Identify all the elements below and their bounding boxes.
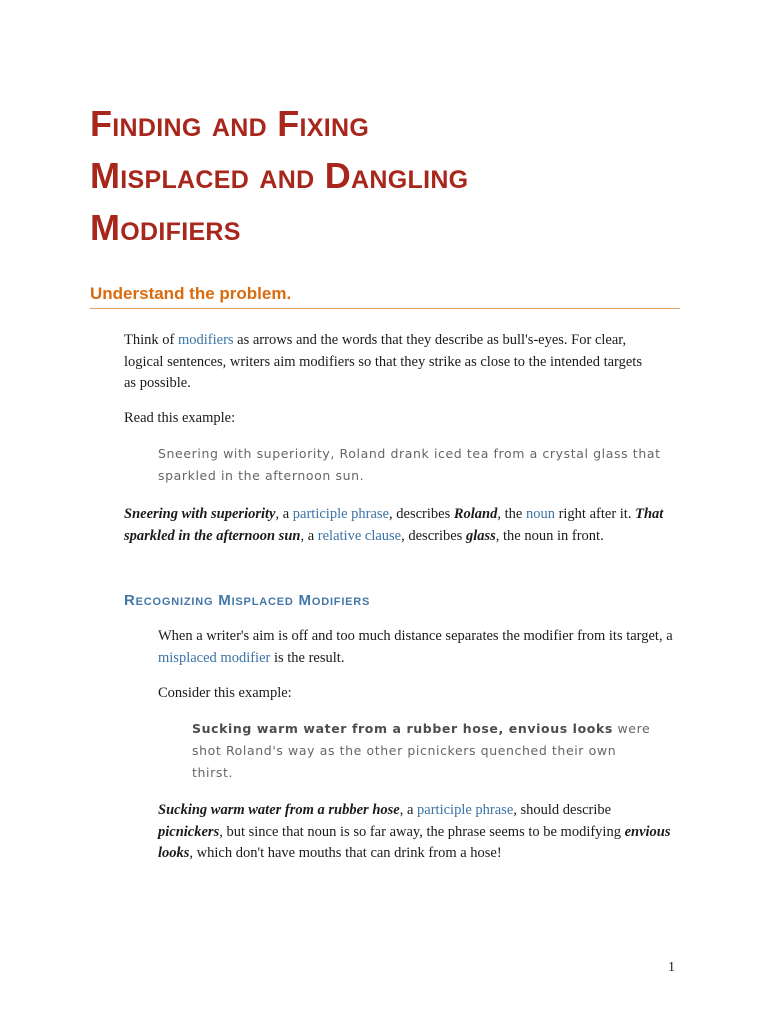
text-run: , describes xyxy=(389,506,454,522)
emphasis: Roland xyxy=(453,506,498,522)
emphasis: envious looks xyxy=(158,823,671,861)
emphasis: Sucking warm water from a rubber hose xyxy=(158,802,400,818)
text-run: , describes xyxy=(401,527,466,544)
read-example-label: Read this example: xyxy=(124,410,236,426)
participle-phrase-link[interactable]: participle phrase xyxy=(292,506,390,522)
section-heading: Understand the problem. xyxy=(90,284,680,309)
title-line: Misplaced and Dangling xyxy=(90,155,469,196)
text-run: , the noun in front. xyxy=(495,527,604,544)
relative-clause-link[interactable]: relative clause xyxy=(317,527,402,544)
explanation-paragraph-2 xyxy=(158,800,678,865)
example-sentence-2 xyxy=(192,718,652,784)
text-run: When a writer's aim is off and too much distance separates the modifier from its target, a xyxy=(158,628,673,644)
text-run: , a xyxy=(300,527,318,544)
text-run: , which don't have mouths that can drink from a hose! xyxy=(189,845,502,861)
title-line: Finding and Fixing xyxy=(90,103,370,144)
explanation-paragraph-1 xyxy=(124,504,664,547)
page-number: 1 xyxy=(668,960,675,975)
emphasis: Sneering with superiority xyxy=(124,506,276,522)
text-run: as arrows and the words that they describe as bull's-eyes. For clear, logical sentences, writers aim modifiers so that they strike as close to the intended targets as possible. xyxy=(124,332,642,391)
example-sentence-1: Sneering with superiority, Roland drank iced tea from a crystal glass that sparkled in the afternoon sun. xyxy=(158,446,661,483)
emphasis: picnickers xyxy=(158,823,220,840)
modifiers-link[interactable]: modifiers xyxy=(177,332,234,348)
participle-phrase-link[interactable]: participle phrase xyxy=(417,802,514,818)
consider-example-label: Consider this example: xyxy=(158,685,292,701)
text-run: , should describe xyxy=(513,802,612,818)
emphasis: Sucking warm water from a rubber hose, envious looks xyxy=(192,721,613,736)
emphasis: glass xyxy=(465,527,496,544)
text-run: Think of xyxy=(124,332,178,348)
text-run: , the xyxy=(497,506,526,522)
intro-paragraph xyxy=(124,330,654,395)
text-run: , but since that noun is so far away, the phrase seems to be modifying xyxy=(219,823,625,840)
misplaced-modifier-link[interactable]: misplaced modifier xyxy=(158,649,271,666)
title-line: Modifiers xyxy=(90,207,241,248)
document-title xyxy=(90,98,690,254)
emphasis: That sparkled in the afternoon sun xyxy=(124,506,664,544)
text-run: were shot Roland's way as the other picnickers quenched their own thirst. xyxy=(192,721,651,780)
text-run: , a xyxy=(399,802,418,818)
text-run: , a xyxy=(275,506,293,522)
misplaced-paragraph xyxy=(158,626,678,669)
noun-link[interactable]: noun xyxy=(525,506,555,522)
text-run: is the result. xyxy=(270,649,345,666)
text-run: right after it. xyxy=(554,506,636,522)
subheading-misplaced-modifiers: Recognizing Misplaced Modifiers xyxy=(124,592,371,609)
